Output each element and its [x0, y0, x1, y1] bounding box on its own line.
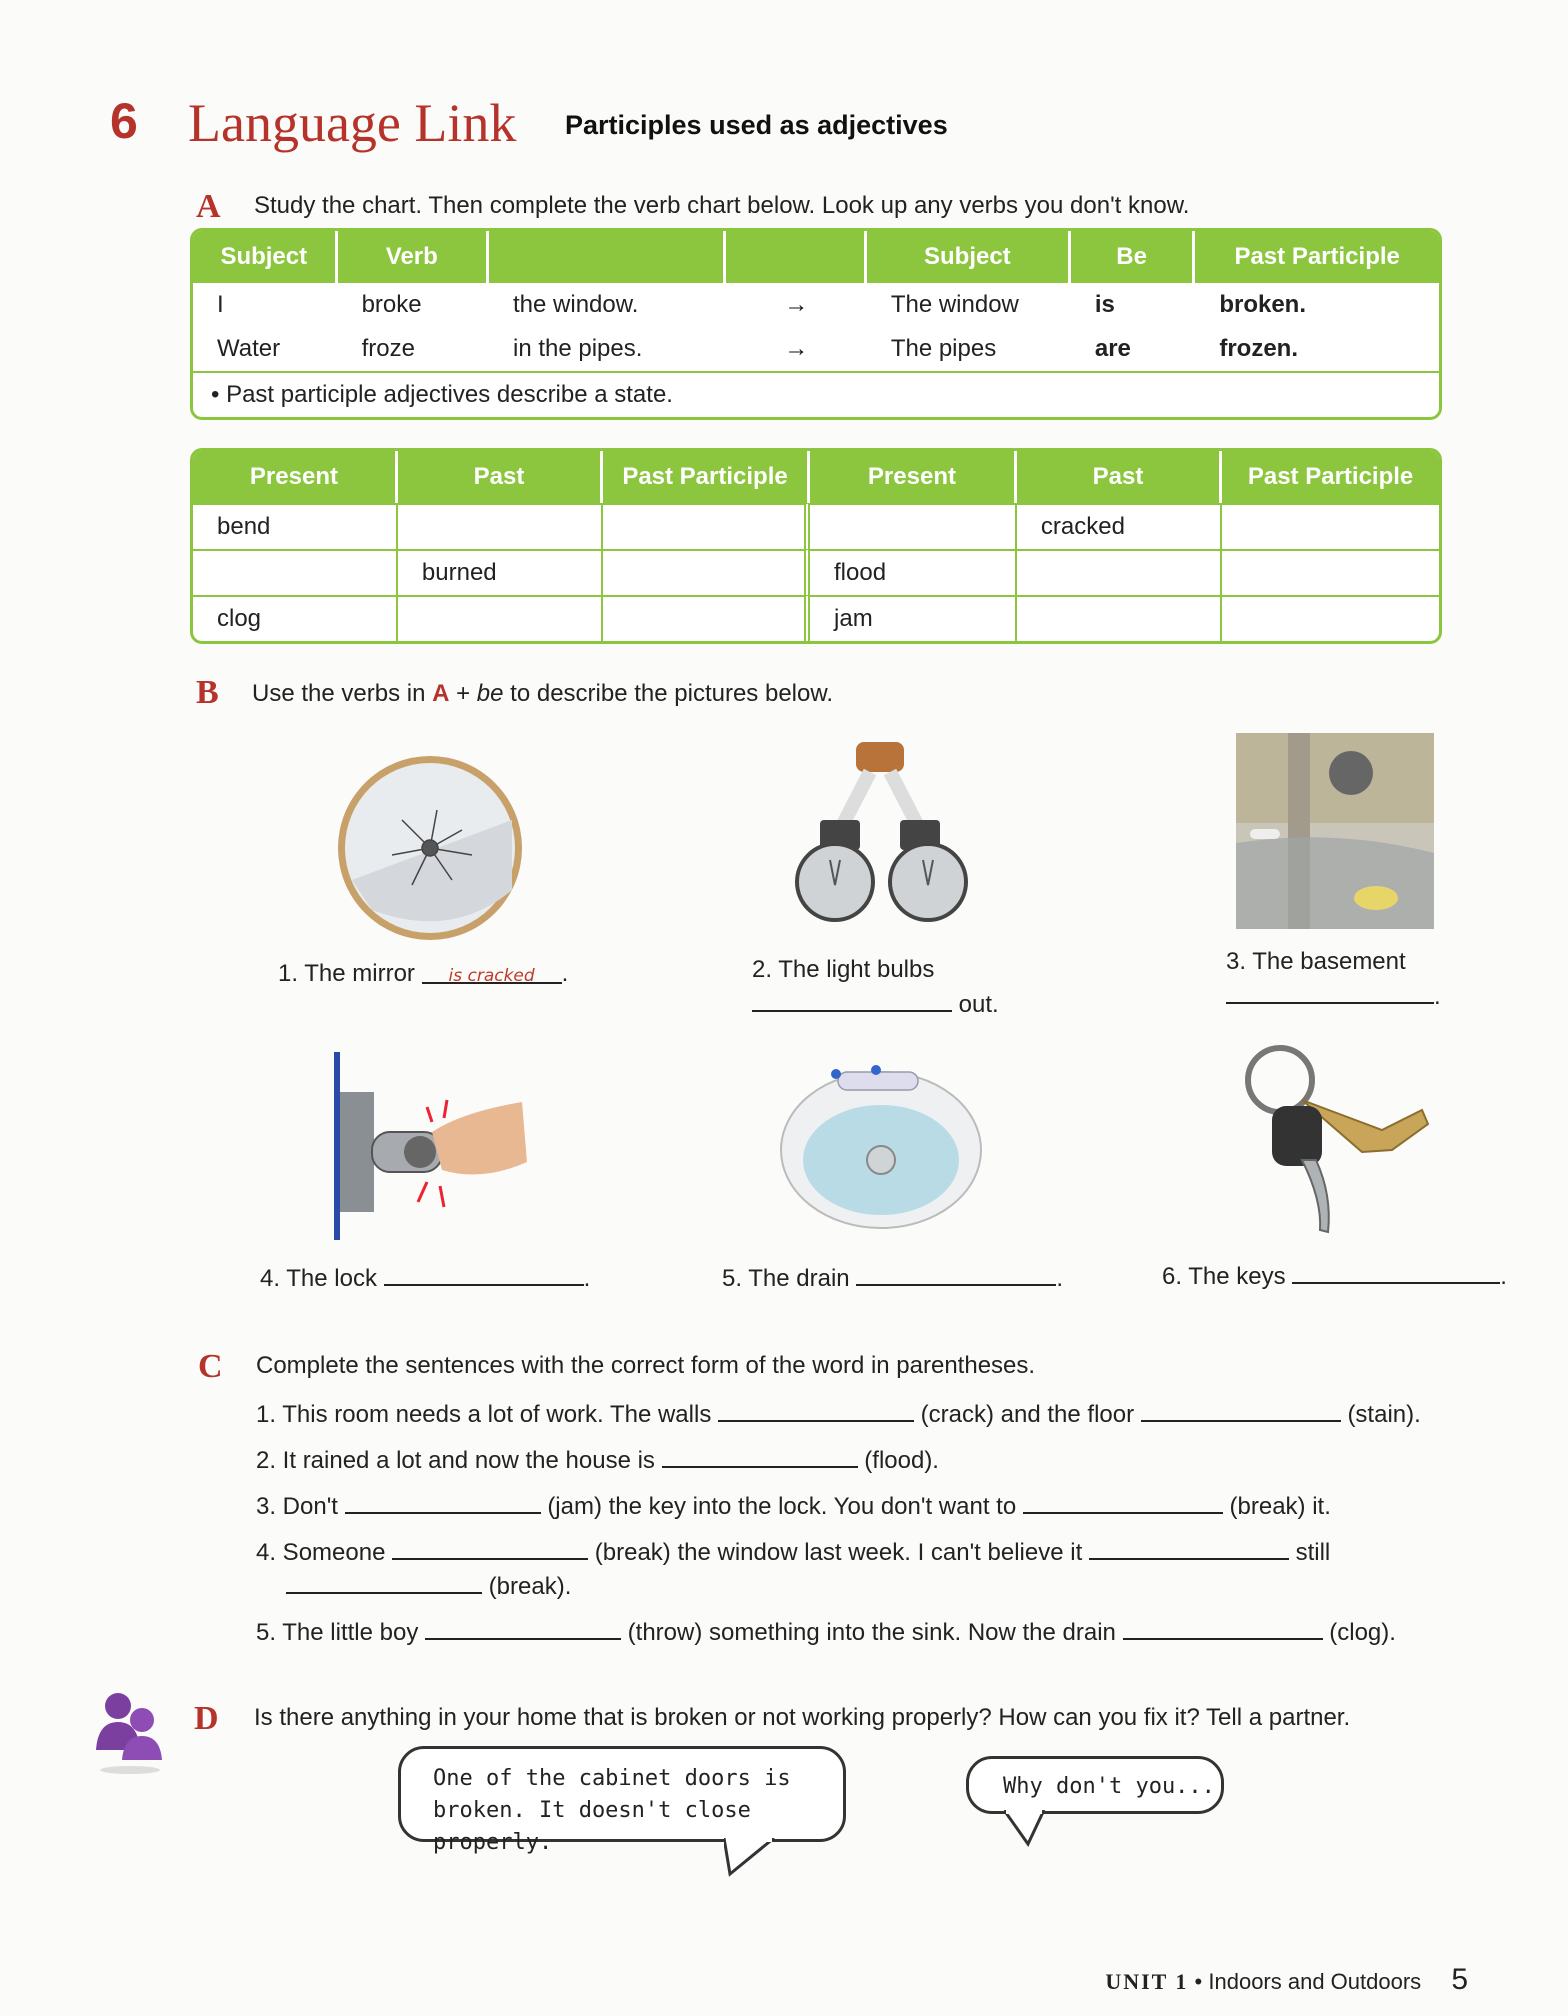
arrow-icon: →	[784, 335, 809, 362]
picture-caption-2-line2: out.	[752, 988, 999, 1019]
answer-blank[interactable]	[422, 960, 562, 984]
clogged-drain-image	[778, 1060, 984, 1232]
section-subtitle: Participles used as adjectives	[565, 110, 948, 140]
fill-in-cell[interactable]	[1222, 549, 1439, 595]
table-cell: frozen.	[1219, 335, 1298, 362]
part-b-letter: B	[196, 674, 219, 711]
table-row	[193, 595, 1439, 641]
table-cell: The window	[890, 291, 1019, 318]
picture-caption-3: 3. The basement	[1226, 948, 1406, 975]
fill-in-cell[interactable]	[603, 549, 810, 595]
participle-chart	[190, 228, 1442, 420]
sentence-2: 2. It rained a lot and now the house is (flood).	[256, 1444, 939, 1475]
jammed-lock-image	[332, 1052, 532, 1240]
part-d-letter: D	[194, 1700, 219, 1737]
speech-bubble-1-tail	[724, 1838, 778, 1878]
fill-in-cell[interactable]	[1017, 595, 1222, 641]
part-a-instruction: Study the chart. Then complete the verb chart below. Look up any verbs you don't know.	[254, 192, 1190, 219]
handwritten-answer: is cracked	[448, 966, 535, 986]
table-cell: jam	[810, 595, 1017, 641]
answer-blank[interactable]	[856, 1262, 1056, 1286]
part-a-ref: A	[432, 680, 450, 707]
table-row	[193, 283, 1439, 327]
picture-caption-6: 6. The keys .	[1162, 1260, 1507, 1291]
page-footer: UNIT 1 • Indoors and Outdoors 5	[1105, 1963, 1468, 1996]
chart2-header: Past Participle	[1222, 451, 1439, 503]
picture-caption-4: 4. The lock .	[260, 1262, 590, 1293]
chart-note: • Past participle adjectives describe a state.	[193, 371, 1439, 417]
fill-in-cell[interactable]	[193, 549, 398, 595]
chart1-header	[726, 231, 867, 283]
answer-blank[interactable]	[425, 1616, 621, 1640]
table-cell: burned	[398, 549, 603, 595]
fill-in-cell[interactable]	[1017, 549, 1222, 595]
answer-blank[interactable]	[1023, 1490, 1223, 1514]
answer-blank[interactable]	[1123, 1616, 1323, 1640]
sentence-4: 4. Someone (break) the window last week. I can't believe it still	[256, 1536, 1330, 1567]
sentence-1: 1. This room needs a lot of work. The walls (crack) and the floor (stain).	[256, 1398, 1421, 1429]
verb-chart	[190, 448, 1442, 644]
table-cell: Water	[217, 335, 281, 362]
bubble-text-line1: One of the cabinet doors is	[433, 1766, 791, 1791]
unit-topic: Indoors and Outdoors	[1208, 1969, 1422, 1994]
sentence-3: 3. Don't (jam) the key into the lock. You don't want to (break) it.	[256, 1490, 1331, 1521]
table-cell: The pipes	[890, 335, 997, 362]
picture-caption-1: 1. The mirror is cracked .	[278, 960, 569, 987]
table-cell: cracked	[1017, 503, 1222, 549]
table-cell: broken.	[1219, 291, 1307, 318]
unit-label: UNIT 1	[1105, 1969, 1189, 1994]
table-cell: broke	[361, 291, 422, 318]
answer-blank[interactable]	[286, 1570, 482, 1594]
arrow-icon: →	[784, 291, 809, 318]
part-a-letter: A	[196, 188, 221, 225]
chart1-header: Be	[1071, 231, 1195, 283]
chart2-header: Past Participle	[603, 451, 810, 503]
fill-in-cell[interactable]	[1222, 503, 1439, 549]
answer-blank[interactable]	[752, 988, 952, 1012]
answer-blank[interactable]	[392, 1536, 588, 1560]
section-title: Language Link	[188, 93, 517, 153]
bent-keys-image	[1232, 1040, 1432, 1240]
sentence-4-continued: (break).	[286, 1570, 571, 1601]
picture-caption-2: 2. The light bulbs	[752, 956, 935, 983]
table-cell: the window.	[513, 291, 639, 318]
answer-blank[interactable]	[718, 1398, 914, 1422]
chart2-header: Present	[193, 451, 398, 503]
table-cell: bend	[193, 503, 398, 549]
table-row	[193, 327, 1439, 371]
fill-in-cell[interactable]	[810, 503, 1017, 549]
fill-in-cell[interactable]	[398, 595, 603, 641]
table-cell: flood	[810, 549, 1017, 595]
chart2-header: Past	[1017, 451, 1222, 503]
flooded-basement-image	[1236, 733, 1434, 929]
fill-in-cell[interactable]	[398, 503, 603, 549]
chart1-header: Past Participle	[1195, 231, 1439, 283]
chart2-header: Past	[398, 451, 603, 503]
cracked-mirror-image	[332, 750, 528, 946]
table-cell: I	[217, 291, 224, 318]
speech-bubble-2-tail	[1004, 1810, 1052, 1850]
chart1-header: Subject	[867, 231, 1071, 283]
table-cell: clog	[193, 595, 398, 641]
answer-blank[interactable]	[1089, 1536, 1289, 1560]
table-row	[193, 549, 1439, 595]
part-c-instruction: Complete the sentences with the correct form of the word in parentheses.	[256, 1352, 1036, 1379]
fill-in-cell[interactable]	[603, 503, 810, 549]
table-cell: in the pipes.	[513, 335, 643, 362]
chart1-header: Subject	[193, 231, 338, 283]
sentence-5: 5. The little boy (throw) something into the sink. Now the drain (clog).	[256, 1616, 1396, 1647]
chart1-header	[489, 231, 726, 283]
section-number: 6	[110, 93, 138, 149]
table-row	[193, 503, 1439, 549]
table-cell: froze	[361, 335, 415, 362]
fill-in-cell[interactable]	[1222, 595, 1439, 641]
light-bulbs-image	[780, 740, 980, 940]
answer-blank[interactable]	[662, 1444, 858, 1468]
answer-blank[interactable]	[384, 1262, 584, 1286]
fill-in-cell[interactable]	[603, 595, 810, 641]
picture-caption-5: 5. The drain .	[722, 1262, 1063, 1293]
answer-blank[interactable]	[1292, 1260, 1500, 1284]
pair-work-icon	[94, 1690, 164, 1776]
answer-blank[interactable]	[345, 1490, 541, 1514]
part-c-letter: C	[198, 1348, 223, 1385]
speech-bubble-1	[398, 1746, 846, 1855]
picture-caption-3-line2: .	[1226, 980, 1441, 1011]
part-b-instruction: Use the verbs in A + be to describe the pictures below.	[252, 680, 834, 707]
table-cell: are	[1094, 335, 1131, 362]
answer-blank[interactable]	[1141, 1398, 1341, 1422]
part-d-instruction: Is there anything in your home that is broken or not working properly? How can you fix it? Tell a partner.	[254, 1704, 1351, 1731]
table-cell: is	[1094, 291, 1115, 318]
bubble-text-line2: broken. It doesn't close properly.	[433, 1798, 751, 1855]
chart2-header: Present	[810, 451, 1017, 503]
answer-blank[interactable]	[1226, 980, 1434, 1004]
chart1-header: Verb	[338, 231, 489, 283]
speech-bubble-2: Why don't you...	[966, 1756, 1224, 1814]
page-number: 5	[1451, 1963, 1468, 1996]
